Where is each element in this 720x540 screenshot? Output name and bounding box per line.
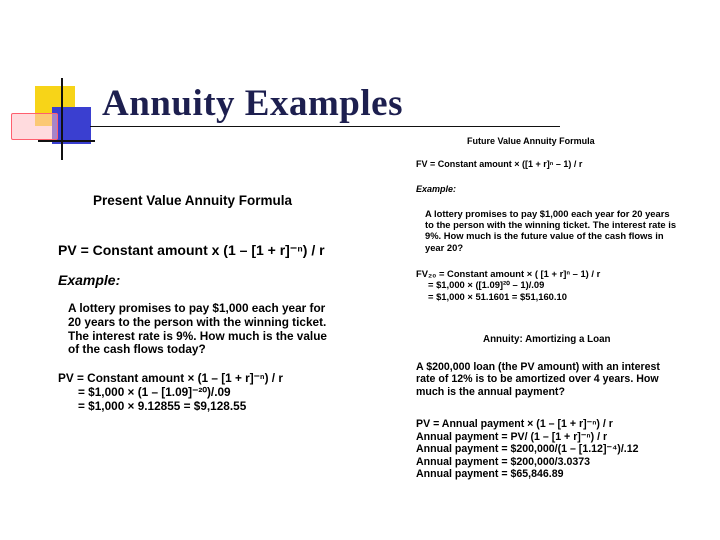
pv-formula: PV = Constant amount x (1 – [1 + r]⁻ⁿ) / r <box>58 242 325 258</box>
amortize-calc-line: Annual payment = $200,000/3.0373 <box>416 455 591 468</box>
decor-vertical-line <box>61 78 63 160</box>
pv-calc-line: = $1,000 × (1 – [1.09]⁻²⁰)/.09 <box>78 384 231 399</box>
fv-calc-line: = $1,000 × 51.1601 = $51,160.10 <box>428 290 567 302</box>
amortize-calc-line: Annual payment = $65,846.89 <box>416 468 564 481</box>
pv-calc-line: PV = Constant amount × (1 – [1 + r]⁻ⁿ) / r <box>58 371 283 385</box>
fv-heading: Future Value Annuity Formula <box>467 136 595 146</box>
amortize-calc-line: PV = Annual payment × (1 – [1 + r]⁻ⁿ) / r <box>416 418 613 430</box>
amortize-problem-text: A $200,000 loan (the PV amount) with an interest rate of 12% is to be amortized over 4 years. How much is the annual payment? <box>416 361 660 398</box>
decor-horizontal-line <box>38 140 95 142</box>
fv-calculation <box>416 268 600 302</box>
amortize-heading: Annuity: Amortizing a Loan <box>483 334 611 345</box>
pv-problem-text: A lottery promises to pay $1,000 each year for 20 years to the person with the winning ticket. The interest rate is 9%. How much is the value of the cash flows today? <box>68 301 327 357</box>
amortize-calc-line: Annual payment = PV/ (1 – [1 + r]⁻ⁿ) / r <box>416 430 608 443</box>
slide-title: Annuity Examples <box>102 83 403 124</box>
title-underline <box>90 126 560 127</box>
fv-calc-line: FV₂₀ = Constant amount × ( [1 + r]ⁿ – 1) / r <box>416 268 601 279</box>
fv-example-label: Example: <box>416 184 457 194</box>
amortize-calc-line: Annual payment = $200,000/(1 – [1.12]⁻⁴)/.12 <box>416 443 639 456</box>
fv-problem-text: A lottery promises to pay $1,000 each year for 20 years to the person with the winning ticket. The interest rate is 9%. How much is the future value of the cash flows in year 20? <box>425 208 677 253</box>
pv-example-label: Example: <box>58 272 121 288</box>
pv-heading: Present Value Annuity Formula <box>93 193 293 208</box>
amortize-calculation <box>416 418 639 481</box>
decor-red-square <box>11 113 58 140</box>
pv-calc-line: = $1,000 × 9.12855 = $9,128.55 <box>78 398 247 413</box>
pv-calculation <box>58 372 283 413</box>
fv-calc-line: = $1,000 × ([1.09]²⁰ – 1)/.09 <box>428 279 545 291</box>
fv-formula: FV = Constant amount × ([1 + r]ⁿ – 1) / r <box>416 159 583 169</box>
